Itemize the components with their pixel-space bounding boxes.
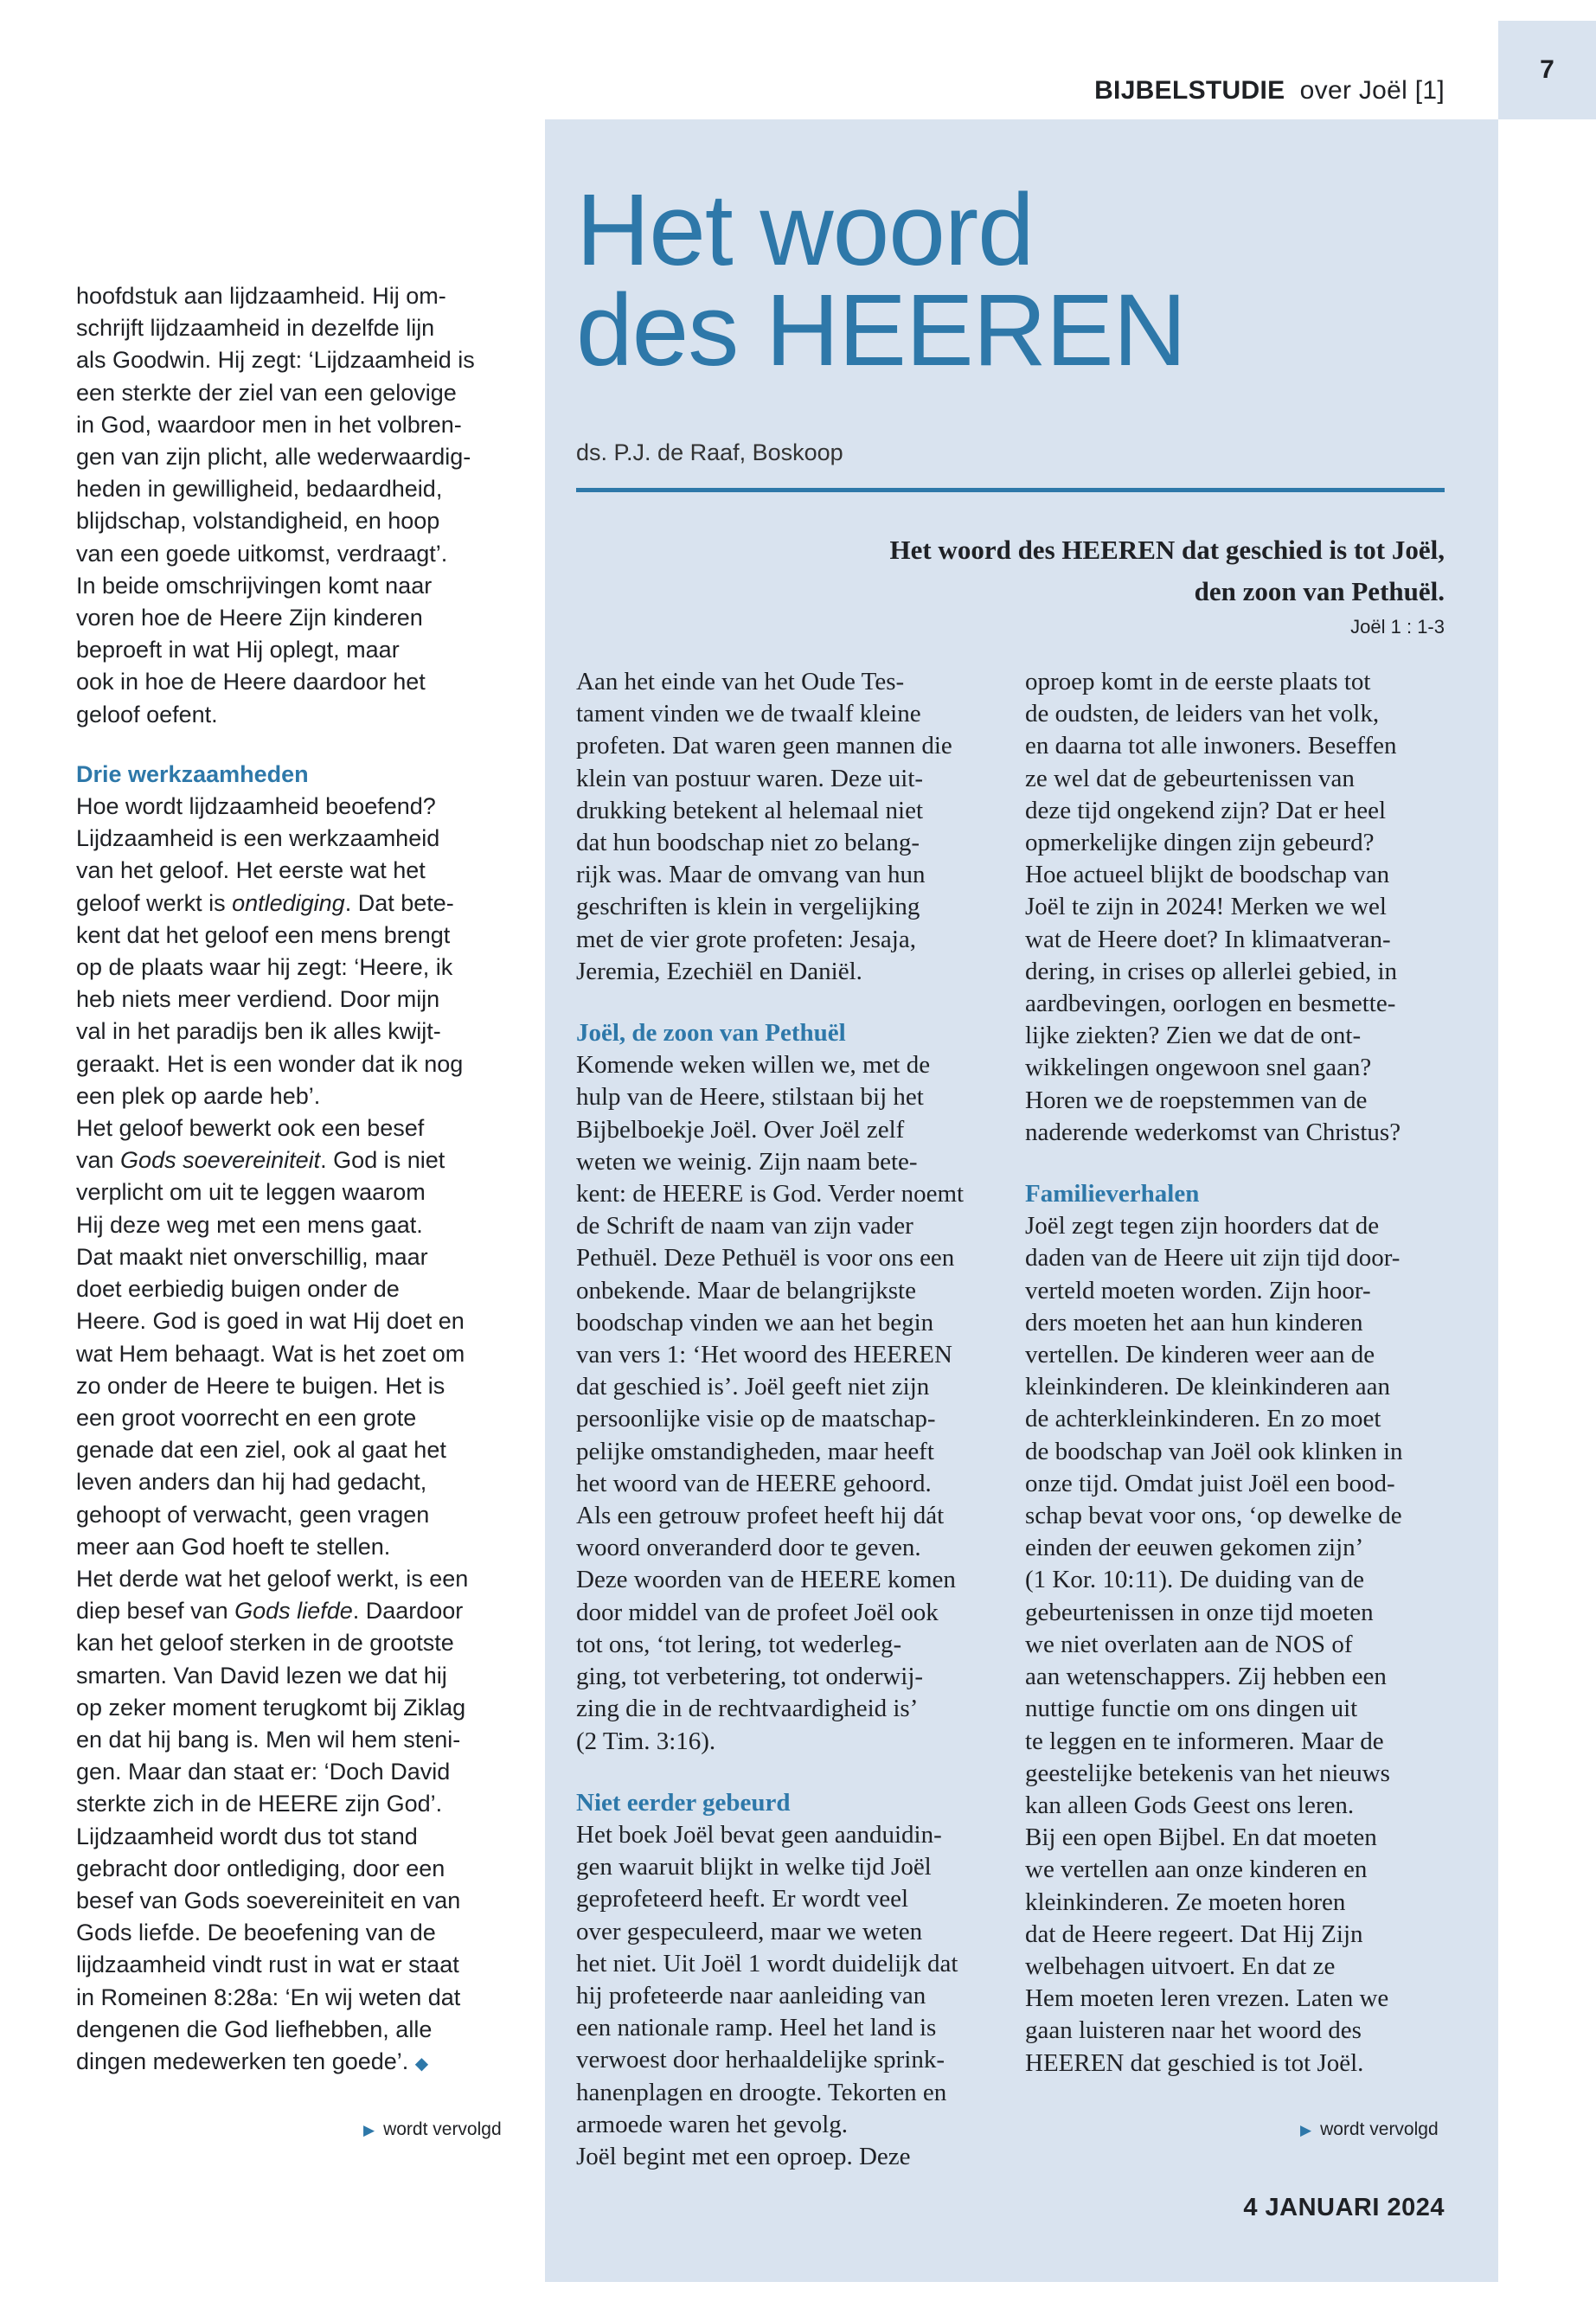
left-p1-l11: beproeft in wat Hij oplegt, maar [76,637,400,663]
right-p2-l16: te leggen en te informeren. Maar de [1025,1727,1384,1755]
mid-p2-l16: Deze woorden van de HEERE komen [576,1566,956,1594]
left-p1-l12: ook in hoe de Heere daardoor het [76,669,426,695]
mid-p3-l2: geprofeteerd heeft. Er wordt veel [576,1885,909,1913]
right-continued [1300,2119,1439,2140]
right-p1-l7: Joël te zijn in 2024! Merken we wel [1025,893,1387,921]
left-p4-l1-em: Gods liefde [234,1598,353,1625]
right-p2-l11: (1 Kor. 10:11). De duiding van de [1025,1566,1364,1594]
left-p2-l2: van het geloof. Het eerste wat het [76,857,426,884]
left-p3-r2: Dat maakt niet onverschillig, maar [76,1243,428,1270]
left-p3-r9: leven anders dan hij had gedacht, [76,1469,427,1496]
right-p2-l10: einden der eeuwen gekomen zijn’ [1025,1534,1364,1562]
mid-para-2 [576,1049,991,1757]
left-para-3 [76,1112,526,1563]
mid-p2-l10: dat geschied is’. Joël geeft niet zijn [576,1373,930,1401]
left-p4-r4: gen. Maar dan staat er: ‘Doch David [76,1759,451,1785]
mid-p1-l6: rijk was. Maar de omvang van hun [576,861,926,889]
left-p4-r5: sterkte zich in de HEERE zijn God’. [76,1791,443,1817]
left-p3-r4: Heere. God is goed in wat Hij doet en [76,1308,465,1335]
left-p3-r1: Hij deze weg met een mens gaat. [76,1211,423,1238]
mid-p2-l21: (2 Tim. 3:16). [576,1727,716,1755]
right-p1-l10: aardbevingen, oorlogen en besmette- [1025,990,1396,1018]
mid-p2-l14: Als een getrouw profeet heeft hij dát [576,1502,945,1530]
right-p2-l0: Joël zegt tegen zijn hoorders dat de [1025,1212,1380,1240]
left-p1-l9: In beide omschrijvingen komt naar [76,572,433,599]
divider [576,488,1445,492]
mid-p2-l11: persoonlijke visie op de maatschap- [576,1405,936,1433]
left-p2-r4: geraakt. Het is een wonder dat ik nog [76,1050,464,1077]
right-continued-text: wordt vervolgd [1320,2119,1439,2139]
right-p1-l11: lijke ziekten? Zien we dat de ont- [1025,1022,1362,1050]
left-p1-l6: heden in gewilligheid, bedaardheid, [76,476,443,503]
right-p2-l3: ders moeten het aan hun kinderen [1025,1308,1363,1336]
mid-p2-l15: woord onveranderd door te geven. [576,1534,921,1562]
right-p1-l9: dering, in crises op allerlei gebied, in [1025,957,1398,985]
left-p2-r2: heb niets meer verdiend. Door mijn [76,986,440,1013]
right-p1-l3: ze wel dat de gebeurtenissen van [1025,764,1355,792]
right-p2-l24: Hem moeten leren vrezen. Laten we [1025,1984,1389,2013]
right-p2-l6: de achterkleinkinderen. En zo moet [1025,1405,1381,1433]
left-p2-r5: een plek op aarde heb’. [76,1082,321,1109]
right-p2-l17: geestelijke betekenis van het nieuws [1025,1759,1390,1787]
left-p4-r0: kan het geloof sterken in de grootste [76,1630,454,1657]
page-number: 7 [1498,21,1596,119]
left-p1-l1: schrijft lijdzaamheid in dezelfde lijn [76,315,435,342]
right-p2-l15: nuttige functie om ons dingen uit [1025,1695,1358,1723]
mid-p3-l5: hij profeteerde naar aanleiding van [576,1981,926,2009]
article-title [576,173,1441,388]
right-p2-l23: welbehagen uitvoert. En dat ze [1025,1952,1336,1980]
mid-p3-l7: verwoest door herhaaldelijke sprink- [576,2046,945,2074]
mid-para-3 [576,1819,991,2173]
left-p2-l3-em: ontlediging [232,889,345,916]
left-p4-r10: lijdzaamheid vindt rust in wat er staat [76,1952,459,1978]
mid-p2-l3: weten we weinig. Zijn naam bete- [576,1147,918,1176]
left-p4-l1-pre: diep besef van [76,1598,235,1625]
left-p2-l3-pre: geloof werkt is [76,889,233,916]
left-p1-l13: geloof oefent. [76,701,218,727]
mid-p3-l1: gen waaruit blijkt in welke tijd Joël [576,1853,932,1881]
right-p2-l9: schap bevat voor ons, ‘op dewelke de [1025,1502,1402,1530]
left-p3-r10: gehoopt of verwacht, geen vragen [76,1501,430,1528]
left-p2-l1: Lijdzaamheid is een werkzaamheid [76,825,440,852]
mid-p1-l0: Aan het einde van het Oude Tes- [576,668,905,695]
left-p1-l4: in God, waardoor men in het volbren- [76,411,462,438]
mid-p1-l8: met de vier grote profeten: Jesaja, [576,925,916,953]
mid-p2-l0: Komende weken willen we, met de [576,1051,931,1080]
left-p3-l0: Het geloof bewerkt ook een besef [76,1115,425,1142]
left-p4-r2: op zeker moment terugkomt bij Ziklag [76,1694,466,1721]
right-p2-l19: Bij een open Bijbel. En dat moeten [1025,1823,1377,1852]
mid-p2-l12: pelijke omstandigheden, maar heeft [576,1437,934,1465]
left-para-4 [76,1563,526,2080]
left-p1-l3: een sterkte der ziel van een gelovige [76,379,457,406]
mid-p2-l17: door middel van de profeet Joël ook [576,1598,939,1626]
mid-p2-l4: kent: de HEERE is God. Verder noemt [576,1180,965,1208]
left-p4-r7: gebracht door ontlediging, door een [76,1855,445,1881]
mid-p2-l6: Pethuël. Deze Pethuël is voor ons een [576,1244,955,1272]
right-p2-l21: kleinkinderen. Ze moeten horen [1025,1888,1346,1916]
right-column [1025,666,1440,2080]
left-p1-l7: blijdschap, volstandigheid, en hoop [76,508,440,535]
left-p2-r0: kent dat het geloof een mens brengt [76,921,451,948]
left-p4-r9: Gods liefde. De beoefening van de [76,1920,436,1946]
right-p2-l8: onze tijd. Omdat juist Joël een bood- [1025,1469,1395,1497]
left-p2-r1: op de plaats waar hij zegt: ‘Heere, ik [76,954,453,981]
mid-p2-l13: het woord van de HEERE gehoord. [576,1469,932,1497]
right-p2-l1: daden van de Heere uit zijn tijd door- [1025,1244,1401,1272]
mid-p1-l3: klein van postuur waren. Deze uit- [576,764,924,792]
mid-p3-l10: Joël begint met een oproep. Deze [576,2142,911,2170]
quote-line-2: den zoon van Pethuël. [1194,576,1445,606]
left-p4-r11: in Romeinen 8:28a: ‘En wij weten dat [76,1984,461,2010]
mid-p2-l9: van vers 1: ‘Het woord des HEEREN [576,1341,952,1369]
right-para-1 [1025,666,1440,1149]
left-p2-l0: Hoe wordt lijdzaamheid beoefend? [76,793,436,820]
mid-p3-l8: hanenplagen en droogte. Tekorten en [576,2078,947,2106]
mid-p3-l6: een nationale ramp. Heel het land is [576,2014,937,2042]
mid-p3-l3: over gespeculeerd, maar we weten [576,1917,923,1945]
middle-column [576,666,991,2173]
author: ds. P.J. de Raaf, Boskoop [576,439,843,465]
right-p2-l5: kleinkinderen. De kleinkinderen aan [1025,1373,1390,1401]
left-para-1 [76,280,526,731]
right-para-2 [1025,1210,1440,2079]
right-p2-l18: kan alleen Gods Geest ons leren. [1025,1791,1355,1819]
mid-p1-l7: geschriften is klein in vergelijking [576,893,920,921]
end-diamond-icon: ◆ [414,2054,429,2073]
left-continued-text: wordt vervolgd [383,2119,502,2139]
left-p3-l1-post: . God is niet [320,1147,445,1174]
left-p3-r3: doet eerbiedig buigen onder de [76,1276,400,1303]
left-p2-l3-post: . Dat bete- [344,889,454,916]
left-p1-l8: van een goede uitkomst, verdraagt’. [76,540,448,567]
mid-p1-l1: tament vinden we de twaalf kleine [576,700,921,728]
right-p1-l14: naderende wederkomst van Christus? [1025,1118,1401,1146]
triangle-right-icon: ▶ [363,2122,375,2138]
mid-p3-l0: Het boek Joël bevat geen aanduidin- [576,1820,942,1849]
triangle-right-icon: ▶ [1300,2122,1312,2138]
left-p4-r1: smarten. Van David lezen we dat hij [76,1662,447,1689]
left-p1-l2: als Goodwin. Hij zegt: ‘Lijdzaamheid is [76,347,475,374]
left-p3-r5: wat Hem behaagt. Wat is het zoet om [76,1340,465,1367]
mid-p3-l4: het niet. Uit Joël 1 wordt duidelijk dat [576,1949,958,1977]
scripture-quote [666,529,1445,612]
right-p2-l12: gebeurtenissen in onze tijd moeten [1025,1598,1374,1626]
mid-p3-l9: armoede waren het gevolg. [576,2110,849,2138]
left-para-2 [76,791,526,1112]
left-p1-l0: hoofdstuk aan lijdzaamheid. Hij om- [76,283,446,309]
mid-p1-l5: dat hun boodschap niet zo belang- [576,829,920,857]
right-p2-l14: aan wetenschappers. Zij hebben een [1025,1663,1387,1691]
left-p3-r6: zo onder de Heere te buigen. Het is [76,1372,445,1399]
left-p4-r3: en dat hij bang is. Men wil hem steni- [76,1726,461,1753]
left-p3-r8: genade dat een ziel, ook al gaat het [76,1437,446,1464]
right-p1-l2: en daarna tot alle inwoners. Beseffen [1025,732,1397,760]
left-p3-r7: een groot voorrecht en een grote [76,1404,417,1431]
left-p4-r12: dengenen die God liefhebben, alle [76,2016,433,2042]
mid-para-1 [576,666,991,988]
mid-p2-l2: Bijbelboekje Joël. Over Joël zelf [576,1115,905,1144]
mid-p2-l18: tot ons, ‘tot lering, tot wederleg- [576,1630,902,1658]
right-p1-l12: wikkelingen ongewoon snel gaan? [1025,1054,1372,1082]
mid-p2-l1: hulp van de Heere, stilstaan bij het [576,1083,924,1112]
left-heading: Drie werkzaamheden [76,760,309,787]
left-p3-r0: verplicht om uit te leggen waarom [76,1179,426,1206]
left-p4-l0: Het derde wat het geloof werkt, is een [76,1565,469,1592]
mid-p2-l19: ging, tot verbetering, tot onderwij- [576,1663,924,1691]
title-line-2: des HEEREN [576,273,1186,388]
right-heading: Familieverhalen [1025,1180,1200,1208]
mid-p2-l8: boodschap vinden we aan het begin [576,1308,934,1336]
mid-p2-l20: zing die in de rechtvaardigheid is’ [576,1695,919,1723]
left-p4-r6: Lijdzaamheid wordt dus tot stand [76,1823,418,1849]
quote-line-1: Het woord des HEEREN dat geschied is tot Joël, [889,535,1445,565]
running-head-section: BIJBELSTUDIE [1094,76,1285,105]
left-p3-r11: meer aan God hoeft te stellen. [76,1533,391,1560]
right-p2-l7: de boodschap van Joël ook klinken in [1025,1437,1403,1465]
right-p1-l4: deze tijd ongekend zijn? Dat er heel [1025,796,1387,824]
right-p2-l4: vertellen. De kinderen weer aan de [1025,1341,1375,1369]
issue-date: 4 JANUARI 2024 [1243,2194,1445,2221]
mid-heading-2: Niet eerder gebeurd [576,1788,791,1817]
right-p1-l0: oproep komt in de eerste plaats tot [1025,668,1371,695]
right-p2-l26: HEEREN dat geschied is tot Joël. [1025,2048,1364,2077]
left-continued [363,2119,502,2140]
left-p4-r8: besef van Gods soevereiniteit en van [76,1887,461,1913]
right-p1-l13: Horen we de roepstemmen van de [1025,1086,1368,1114]
left-p2-r3: val in het paradijs ben ik alles kwijt- [76,1018,441,1045]
right-p1-l1: de oudsten, de leiders van het volk, [1025,700,1380,728]
right-p1-l5: opmerkelijke dingen zijn gebeurd? [1025,829,1375,857]
right-p1-l6: Hoe actueel blijkt de boodschap van [1025,861,1390,889]
mid-p1-l4: drukking betekent al helemaal niet [576,796,924,824]
left-p4-l1-post: . Daardoor [352,1598,464,1625]
right-p2-l20: we vertellen aan onze kinderen en [1025,1856,1368,1884]
left-p1-l10: voren hoe de Heere Zijn kinderen [76,605,423,631]
mid-p2-l5: de Schrift de naam van zijn vader [576,1212,913,1240]
left-p4-last: dingen medewerken ten goede’. [76,2048,409,2074]
mid-p2-l7: onbekende. Maar de belangrijkste [576,1276,916,1304]
left-p3-l1-pre: van [76,1147,121,1174]
left-p3-l1-em: Gods soevereiniteit [120,1147,321,1174]
right-p2-l2: verteld moeten worden. Zijn hoor- [1025,1276,1371,1304]
right-p1-l8: wat de Heere doet? In klimaatveran- [1025,925,1391,953]
right-p2-l25: gaan luisteren naar het woord des [1025,2016,1362,2045]
quote-reference: Joël 1 : 1-3 [1350,616,1445,638]
right-p2-l22: dat de Heere regeert. Dat Hij Zijn [1025,1920,1363,1948]
left-column [76,280,526,2080]
mid-p1-l2: profeten. Dat waren geen mannen die [576,732,952,760]
mid-p1-l9: Jeremia, Ezechiël en Daniël. [576,957,862,985]
right-p2-l13: we niet overlaten aan de NOS of [1025,1630,1353,1658]
running-head [1094,76,1445,106]
mid-heading-1: Joël, de zoon van Pethuël [576,1019,846,1048]
running-head-topic: over Joël [1] [1299,76,1445,105]
title-line-1: Het woord [576,173,1034,287]
left-p1-l5: gen van zijn plicht, alle wederwaardig- [76,444,471,471]
